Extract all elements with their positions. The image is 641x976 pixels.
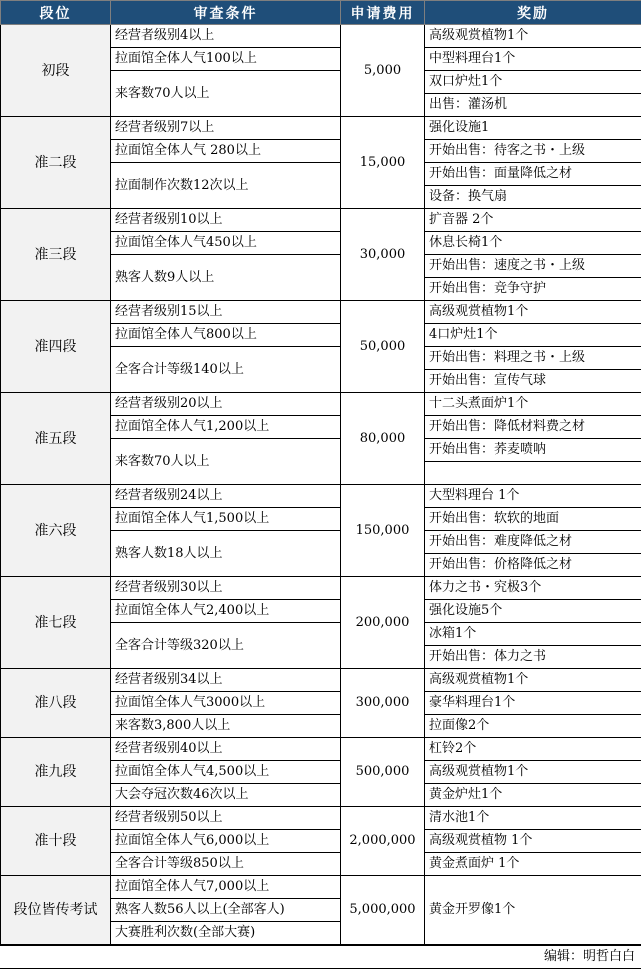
header-row: [1, 1, 641, 25]
rank-name: 初段: [1, 25, 111, 117]
condition-cell: 拉面馆全体人气800以上: [111, 324, 341, 347]
table-row: [1, 738, 641, 761]
condition-cell: 大赛胜利次数(全部大赛): [111, 922, 341, 945]
reward-cell: 高级观赏植物 1个: [425, 830, 641, 853]
fee-cell: 80,000: [341, 393, 425, 485]
condition-cell: 全客合计等级140以上: [111, 347, 341, 393]
reward-cell: 开始出售：速度之书・上级: [425, 255, 641, 278]
condition-cell: 经营者级别24以上: [111, 485, 341, 508]
fee-cell: 15,000: [341, 117, 425, 209]
rank-name: 准四段: [1, 301, 111, 393]
rank-name: 准二段: [1, 117, 111, 209]
reward-cell: 强化设施5个: [425, 600, 641, 623]
condition-cell: 拉面制作次数12次以上: [111, 163, 341, 209]
table-row: [1, 209, 641, 232]
fee-cell: 5,000: [341, 25, 425, 117]
reward-cell: 冰箱1个: [425, 623, 641, 646]
reward-cell: 高级观赏植物1个: [425, 761, 641, 784]
condition-cell: 经营者级别15以上: [111, 301, 341, 324]
table-row: [1, 25, 641, 48]
reward-cell: 出售：灌汤机: [425, 94, 641, 117]
table-body: [1, 25, 641, 945]
condition-cell: 经营者级别10以上: [111, 209, 341, 232]
condition-cell: 来客数3,800人以上: [111, 715, 341, 738]
fee-cell: 200,000: [341, 577, 425, 669]
reward-cell: 双口炉灶1个: [425, 71, 641, 94]
condition-cell: 拉面馆全体人气450以上: [111, 232, 341, 255]
rank-name: 准七段: [1, 577, 111, 669]
fee-cell: 150,000: [341, 485, 425, 577]
reward-cell: 黄金开罗像1个: [425, 876, 641, 945]
condition-cell: 经营者级别34以上: [111, 669, 341, 692]
rank-name: 准三段: [1, 209, 111, 301]
condition-cell: 来客数70人以上: [111, 71, 341, 117]
reward-cell: 开始出售：难度降低之材: [425, 531, 641, 554]
header-fee: 申请费用: [341, 1, 425, 25]
reward-cell: 强化设施1: [425, 117, 641, 140]
table-row: [1, 117, 641, 140]
condition-cell: 熟客人数9人以上: [111, 255, 341, 301]
rank-name: 准八段: [1, 669, 111, 738]
reward-cell: 开始出售：宣传气球: [425, 370, 641, 393]
reward-cell: 黄金炉灶1个: [425, 784, 641, 807]
reward-cell: [425, 462, 641, 485]
reward-cell: 杠铃2个: [425, 738, 641, 761]
condition-cell: 拉面馆全体人气2,400以上: [111, 600, 341, 623]
condition-cell: 经营者级别40以上: [111, 738, 341, 761]
table-row: [1, 807, 641, 830]
condition-cell: 拉面馆全体人气4,500以上: [111, 761, 341, 784]
condition-cell: 拉面馆全体人气7,000以上: [111, 876, 341, 899]
reward-cell: 大型料理台 1个: [425, 485, 641, 508]
fee-cell: 5,000,000: [341, 876, 425, 945]
table-row: [1, 485, 641, 508]
rank-name: 准十段: [1, 807, 111, 876]
reward-cell: 4口炉灶1个: [425, 324, 641, 347]
reward-cell: 开始出售：软软的地面: [425, 508, 641, 531]
fee-cell: 30,000: [341, 209, 425, 301]
rank-name: 准五段: [1, 393, 111, 485]
fee-cell: 300,000: [341, 669, 425, 738]
condition-cell: 全客合计等级320以上: [111, 623, 341, 669]
condition-cell: 经营者级别30以上: [111, 577, 341, 600]
reward-cell: 开始出售：料理之书・上级: [425, 347, 641, 370]
header-conditions: 审查条件: [111, 1, 341, 25]
reward-cell: 体力之书・究极3个: [425, 577, 641, 600]
condition-cell: 经营者级别50以上: [111, 807, 341, 830]
rank-name: 准九段: [1, 738, 111, 807]
reward-cell: 开始出售：竞争守护: [425, 278, 641, 301]
rank-name: 段位皆传考试: [1, 876, 111, 945]
reward-cell: 高级观赏植物1个: [425, 301, 641, 324]
table-row: [1, 669, 641, 692]
reward-cell: 高级观赏植物1个: [425, 25, 641, 48]
reward-cell: 开始出售：降低材料费之材: [425, 416, 641, 439]
reward-cell: 开始出售：荞麦喷呐: [425, 439, 641, 462]
condition-cell: 拉面馆全体人气 280以上: [111, 140, 341, 163]
table-row: [1, 577, 641, 600]
fee-cell: 2,000,000: [341, 807, 425, 876]
condition-cell: 拉面馆全体人气100以上: [111, 48, 341, 71]
table-row: [1, 301, 641, 324]
reward-cell: 开始出售：面量降低之材: [425, 163, 641, 186]
reward-cell: 拉面像2个: [425, 715, 641, 738]
condition-cell: 来客数70人以上: [111, 439, 341, 485]
reward-cell: 黄金煮面炉 1个: [425, 853, 641, 876]
reward-cell: 设备：换气扇: [425, 186, 641, 209]
condition-cell: 经营者级别4以上: [111, 25, 341, 48]
condition-cell: 拉面馆全体人气6,000以上: [111, 830, 341, 853]
condition-cell: 拉面馆全体人气1,500以上: [111, 508, 341, 531]
condition-cell: 拉面馆全体人气1,200以上: [111, 416, 341, 439]
condition-cell: 大会夺冠次数46次以上: [111, 784, 341, 807]
reward-cell: 开始出售：价格降低之材: [425, 554, 641, 577]
header-rewards: 奖励: [425, 1, 641, 25]
reward-cell: 扩音器 2个: [425, 209, 641, 232]
header-rank: 段位: [1, 1, 111, 25]
reward-cell: 十二头煮面炉1个: [425, 393, 641, 416]
editor-credit: 编辑：明哲白白: [0, 945, 641, 969]
reward-cell: 清水池1个: [425, 807, 641, 830]
reward-cell: 豪华料理台1个: [425, 692, 641, 715]
rank-name: 准六段: [1, 485, 111, 577]
fee-cell: 500,000: [341, 738, 425, 807]
condition-cell: 拉面馆全体人气3000以上: [111, 692, 341, 715]
condition-cell: 经营者级别7以上: [111, 117, 341, 140]
reward-cell: 开始出售：体力之书: [425, 646, 641, 669]
condition-cell: 熟客人数18人以上: [111, 531, 341, 577]
reward-cell: 开始出售：待客之书・上级: [425, 140, 641, 163]
condition-cell: 全客合计等级850以上: [111, 853, 341, 876]
table-row: [1, 393, 641, 416]
condition-cell: 熟客人数56人以上(全部客人): [111, 899, 341, 922]
fee-cell: 50,000: [341, 301, 425, 393]
reward-cell: 休息长椅1个: [425, 232, 641, 255]
reward-cell: 中型料理台1个: [425, 48, 641, 71]
condition-cell: 经营者级别20以上: [111, 393, 341, 416]
reward-cell: 高级观赏植物1个: [425, 669, 641, 692]
table-row: [1, 876, 641, 899]
